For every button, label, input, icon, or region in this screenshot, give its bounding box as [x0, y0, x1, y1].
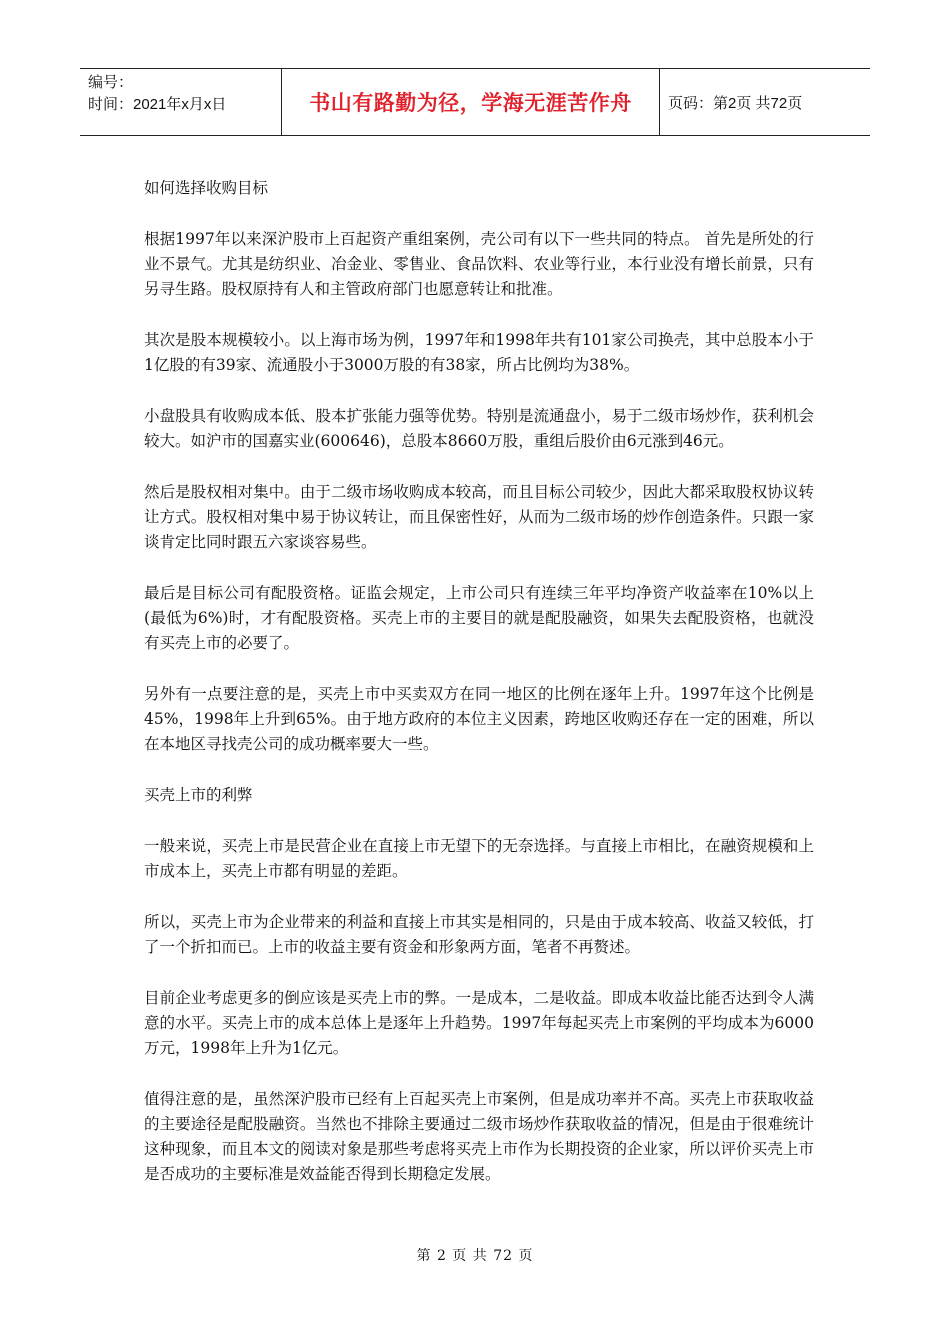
header-motto: 书山有路勤为径，学海无涯苦作舟: [282, 69, 660, 135]
header-meta: [80, 69, 282, 135]
number-label: 编号：: [88, 74, 134, 91]
page-header: [80, 68, 870, 136]
paragraph: 所以，买壳上市为企业带来的利益和直接上市其实是相同的，只是由于成本较高、收益又较低，打了一个折扣而已。上市的收益主要有资金和形象两方面，笔者不再赘述。: [144, 913, 814, 956]
paragraph: 另外有一点要注意的是，买壳上市中买卖双方在同一地区的比例在逐年上升。1997年这个比例是45%，1998年上升到65%。由于地方政府的本位主义因素，跨地区收购还存在一定的困难，所以在本地区寻找壳公司的成功概率要大一些。: [144, 685, 814, 753]
paragraph: 然后是股权相对集中。由于二级市场收购成本较高，而且目标公司较少，因此大都采取股权协议转让方式。股权相对集中易于协议转让，而且保密性好，从而为二级市场的炒作创造条件。只跟一家谈肯定比同时跟五六家谈容易些。: [144, 483, 814, 551]
section-heading: 买壳上市的利弊: [144, 786, 253, 804]
paragraph: 最后是目标公司有配股资格。证监会规定，上市公司只有连续三年平均净资产收益率在10%以上(最低为6%)时，才有配股资格。买壳上市的主要目的就是配股融资，如果失去配股资格，也就没有买壳上市的必要了。: [144, 584, 814, 652]
date-label: 时间：2021年x月x日: [88, 96, 227, 113]
header-page-info: 页码：第2页 共72页: [668, 94, 803, 112]
paragraph: 目前企业考虑更多的倒应该是买壳上市的弊。一是成本，二是收益。即成本收益比能否达到令人满意的水平。买壳上市的成本总体上是逐年上升趋势。1997年每起买壳上市案例的平均成本为6000万元，1998年上升为1亿元。: [144, 989, 814, 1057]
paragraph: 其次是股本规模较小。以上海市场为例，1997年和1998年共有101家公司换壳，其中总股本小于1亿股的有39家、流通股小于3000万股的有38家，所占比例均为38%。: [144, 331, 814, 374]
page-footer: 第 2 页 共 72 页: [416, 1248, 534, 1264]
section-heading: 如何选择收购目标: [144, 179, 269, 197]
paragraph: 根据1997年以来深沪股市上百起资产重组案例，壳公司有以下一些共同的特点。 首先是所处的行业不景气。尤其是纺织业、冶金业、零售业、食品饮料、农业等行业，本行业没有增长前景，只有另寻生路。股权原持有人和主管政府部门也愿意转让和批准。: [144, 230, 814, 298]
paragraph: 一般来说，买壳上市是民营企业在直接上市无望下的无奈选择。与直接上市相比，在融资规模和上市成本上，买壳上市都有明显的差距。: [144, 837, 814, 880]
paragraph: 小盘股具有收购成本低、股本扩张能力强等优势。特别是流通盘小，易于二级市场炒作，获利机会较大。如沪市的国嘉实业(600646)，总股本8660万股，重组后股价由6元涨到46元。: [144, 407, 814, 450]
document-body: [144, 176, 814, 1213]
paragraph: 值得注意的是，虽然深沪股市已经有上百起买壳上市案例，但是成功率并不高。买壳上市获取收益的主要途径是配股融资。当然也不排除主要通过二级市场炒作获取收益的情况，但是由于很难统计这种现象，而且本文的阅读对象是那些考虑将买壳上市作为长期投资的企业家，所以评价买壳上市是否成功的主要标准是效益能否得到长期稳定发展。: [144, 1090, 814, 1183]
